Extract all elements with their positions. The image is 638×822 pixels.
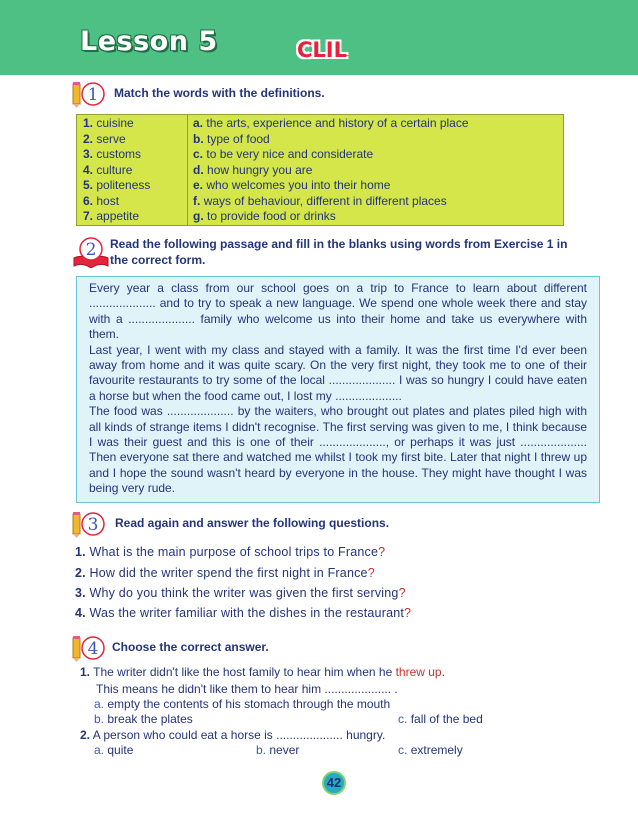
word-item: serve	[96, 131, 126, 146]
definition-item: to provide food or drinks	[207, 209, 336, 223]
definition-item: to be very nice and considerate	[206, 147, 374, 161]
highlight-phrase: threw up	[395, 665, 442, 679]
reading-passage	[76, 276, 600, 503]
pencil-number-icon	[72, 80, 108, 113]
clil-tag: CLIL	[297, 38, 347, 62]
ex2-number: 2	[85, 240, 97, 260]
answer-option: c. fall of the bed	[398, 712, 483, 726]
passage-paragraph: Every year a class from our school goes on a trip to France to learn about different .................... and to try to speak a new language. We spend one whole week there and stay with a .................... family who welcome us into their home and take us everywhere with them.	[89, 281, 587, 342]
match-row: 1. cuisine a. the arts, experience and history of a certain place	[83, 116, 469, 130]
word-item: cuisine	[96, 116, 134, 130]
ex2-title-line1: Read the following passage and fill in the blanks using words from Exercise 1 in	[110, 237, 568, 251]
word-item: appetite	[96, 209, 140, 223]
page-number: 42	[322, 771, 346, 795]
passage-paragraph: Last year, I went with my class and stayed with a family. It was the first time I'd ever been away from home and it was quite scary. On the very first night, they took me to one of their favourite restaurants to try some of the local .................... I was so hungry I could have eaten a horse but when the food came out, I lost my ....................	[89, 342, 587, 403]
definition-item: how hungry you are	[207, 162, 313, 177]
match-row: 2. serve b. type of food	[83, 131, 270, 146]
matching-table	[76, 114, 564, 226]
choice-question-line2: This means he didn't like them to hear him .................... .	[96, 682, 398, 696]
answer-option: c. extremely	[398, 743, 463, 757]
lesson-title: Lesson 5	[80, 26, 218, 57]
book-number-icon	[72, 236, 110, 273]
answer-option: b. never	[256, 743, 300, 757]
ex1-title: Match the words with the definitions.	[114, 86, 325, 100]
word-item: customs	[96, 147, 142, 161]
word-item: politeness	[96, 178, 151, 192]
question-item: 2. How did the writer spend the first night in France?	[75, 566, 375, 580]
answer-option: a. quite	[94, 743, 134, 757]
ex2-title-line2: the correct form.	[110, 253, 206, 267]
match-row: 4. culture d. how hungry you are	[83, 162, 313, 177]
question-item: 3. Why do you think the writer was given the first serving?	[75, 586, 406, 600]
definition-item: who welcomes you into their home	[206, 178, 391, 192]
ex4-title: Choose the correct answer.	[112, 640, 269, 654]
pencil-number-icon	[72, 634, 108, 667]
match-row: 3. customs c. to be very nice and considerate	[83, 147, 374, 161]
definition-item: the arts, experience and history of a certain place	[206, 116, 469, 130]
choice-question: 2. A person who could eat a horse is .................... hungry.	[80, 728, 386, 742]
word-item: host	[96, 193, 120, 208]
definition-item: ways of behaviour, different in different places	[203, 193, 447, 208]
word-item: culture	[96, 162, 133, 177]
passage-paragraph: The food was .................... by the waiters, who brought out plates and plates piled high with all kinds of strange items I didn't recognise. The first serving was given to me, I think because I was their guest and this is one of their ...................., or perhaps it was just .................... Then everyone sat there and watched me whilst I took my first bite. Later that night I threw up and I hope the sound wasn't heard by everyone in the house. They might have thought I was being very rude.	[89, 404, 587, 496]
ex1-number: 1	[87, 85, 99, 105]
ex3-title: Read again and answer the following questions.	[115, 516, 390, 530]
match-row: 7. appetite g. to provide food or drinks	[83, 209, 336, 223]
pencil-number-icon	[72, 510, 108, 543]
question-item: 4. Was the writer familiar with the dishes in the restaurant?	[75, 606, 412, 620]
question-item: 1. What is the main purpose of school trips to France?	[75, 545, 386, 559]
match-row: 6. host f. ways of behaviour, different in different places	[83, 193, 447, 208]
answer-option: b. break the plates	[94, 712, 193, 726]
ex4-number: 4	[87, 639, 99, 659]
lesson-header	[0, 0, 638, 75]
definition-item: type of food	[207, 131, 270, 146]
answer-option: a. empty the contents of his stomach through the mouth	[94, 697, 391, 711]
match-row: 5. politeness e. who welcomes you into their home	[83, 178, 391, 192]
choice-question: 1. The writer didn't like the host family to hear him when he threw up.	[80, 665, 445, 679]
ex3-number: 3	[87, 515, 99, 535]
